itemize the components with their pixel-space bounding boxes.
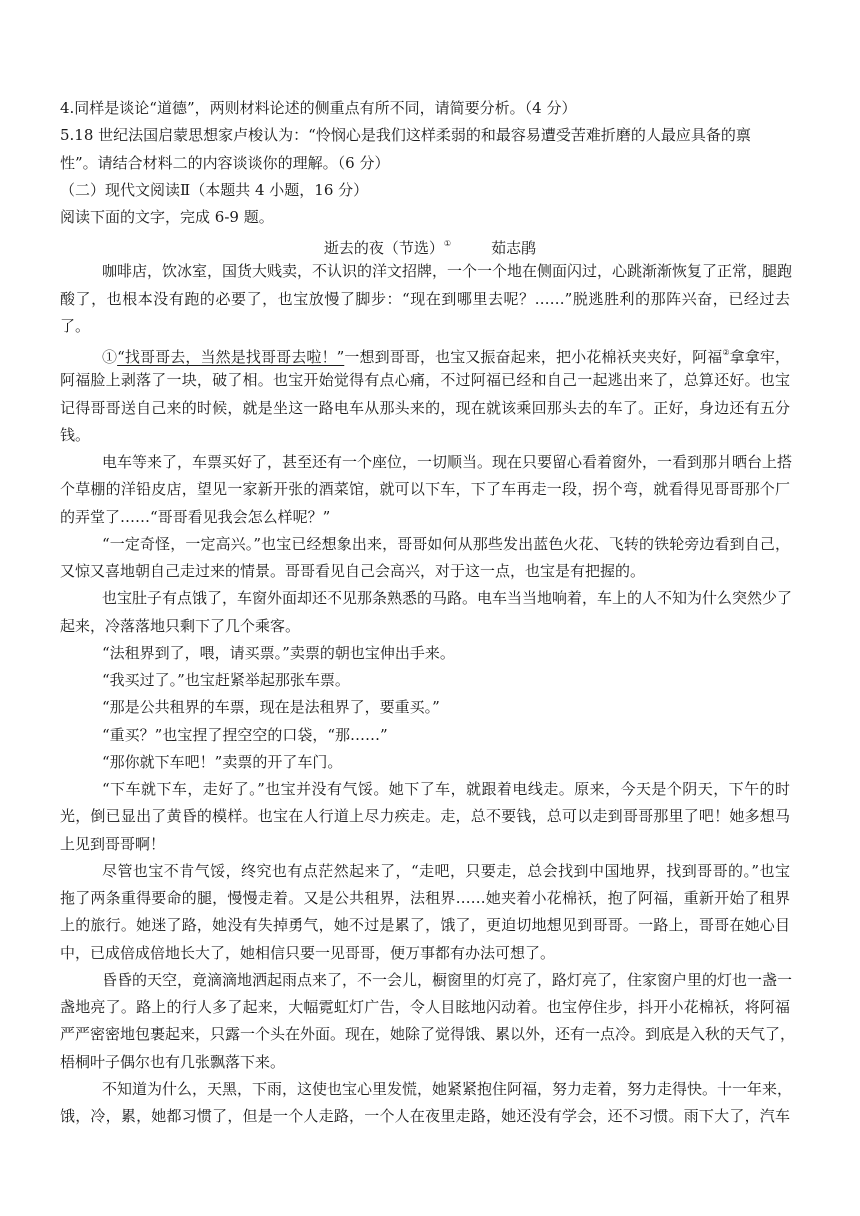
paragraph-line: “一定奇怪，一定高兴。”也宝已经想象出来，哥哥如何从那些发出蓝色火花、飞转的铁轮旁边看到自己，: [102, 535, 790, 553]
footnote-marker: ②: [722, 348, 730, 357]
dialogue-line: “法租界到了，喂，请买票。”卖票的朝也宝伸出手来。: [102, 644, 455, 662]
paragraph-line-marked: [60, 343, 790, 367]
article-author: 茹志鹃: [491, 239, 537, 257]
paragraph-line: 严严密密地包裹起来，只露一个头在外面。现在，她除了觉得饿、累以外，还有一点冷。到底是入秋的天气了，: [60, 1025, 796, 1043]
paragraph-text: 一想到哥哥，也宝又振奋起来，把小花棉袄夹夹好，阿福: [344, 348, 723, 366]
question-5-line-1: 5.18 世纪法国启蒙思想家卢梭认为：“怜悯心是我们这样柔弱的和最容易遭受苦难折磨的人最应具备的禀: [60, 126, 751, 144]
paragraph-line: 起来，冷落落地只剩下了几个乘客。: [60, 617, 301, 635]
paragraph-line: 钱。: [60, 426, 91, 444]
paragraph-line: 不知道为什么，天黑，下雨，这使也宝心里发慌，她紧紧抱住阿福，努力走着，努力走得快。十一年来，: [102, 1080, 793, 1098]
section-instruction: 阅读下面的文字，完成 6-9 题。: [60, 208, 274, 226]
question-5-line-2: 性”。请结合材料二的内容谈谈你的理解。（6 分）: [60, 154, 390, 172]
article-title: [0, 234, 860, 258]
paragraph-line: 也宝肚子有点饿了，车窗外面却还不见那条熟悉的马路。电车当当地响着，车上的人不知为什么突然少了: [102, 589, 793, 607]
paragraph-line: 阿福脸上剥落了一块，破了相。也宝开始觉得有点心痛，不过阿福已经和自己一起逃出来了，总算还好。也宝: [60, 371, 790, 389]
paragraph-line: 梧桐叶子偶尔也有几张飘落下来。: [60, 1053, 286, 1071]
dialogue-line: “那你就下车吧！”卖票的开了车门。: [102, 753, 343, 771]
paragraph-line: 光，倒已显出了黄昏的模样。也宝在人行道上尽力疾走。走，总不要钱，总可以走到哥哥那里了吧！她多想马: [60, 807, 790, 825]
dialogue-line: “我买过了。”也宝赶紧举起那张车票。: [102, 671, 350, 689]
paragraph-line: 咖啡店，饮冰室，国货大贱卖，不认识的洋文招牌，一个一个地在侧面闪过，心跳渐渐恢复了正常，腿跑: [102, 262, 793, 280]
underlined-sentence: “找哥哥去，当然是找哥哥去啦！”: [117, 348, 345, 366]
paragraph-line: “下车就下车，走好了。”也宝并没有气馁。她下了车，就跟着电线走。原来，今天是个阴天，下午的时: [102, 780, 790, 798]
paragraph-line: 尽管也宝不肯气馁，终究也有点茫然起来了，“走吧，只要走，总会找到中国地界，找到哥哥的。”也宝: [102, 862, 790, 880]
paragraph-line: 上见到哥哥啊！: [60, 835, 166, 853]
paragraph-line: 电车等来了，车票买好了，甚至还有一个座位，一切顺当。现在只要留心看着窗外，一看到那爿晒台上搭: [102, 453, 793, 471]
circled-number-1: ①: [102, 348, 118, 366]
paragraph-line: 个草棚的洋铅皮店，望见一家新开张的酒菜馆，就可以下车，下了车再走一段，拐个弯，就看得见哥哥那个厂: [60, 480, 790, 498]
paragraph-line: 了。: [60, 317, 91, 335]
dialogue-line: “那是公共租界的车票，现在是法租界了，要重买。”: [102, 698, 440, 716]
article-title-text: 逝去的夜（节选）: [323, 239, 444, 257]
paragraph-line: 中，已成倍成倍地长大了，她相信只要一见哥哥，便万事都有办法可想了。: [60, 944, 556, 962]
paragraph-line: 拖了两条重得要命的腿，慢慢走着。又是公共租界，法租界……她夹着小花棉袄，抱了阿福，重新开始了租界: [60, 889, 790, 907]
title-footnote-marker: ①: [443, 239, 452, 248]
paragraph-line: 昏昏的天空，竟滴滴地洒起雨点来了，不一会儿，橱窗里的灯亮了，路灯亮了，住家窗户里的灯也一盏一: [102, 971, 793, 989]
paragraph-line: 盏地亮了。路上的行人多了起来，大幅霓虹灯广告，令人目眩地闪动着。也宝停住步，抖开小花棉袄，将阿福: [60, 998, 790, 1016]
paragraph-line: 又惊又喜地朝自己走过来的情景。哥哥看见自己会高兴，对于这一点，也宝是有把握的。: [60, 562, 646, 580]
paragraph-line: 上的旅行。她迷了路，她没有失掉勇气，她不过是累了，饿了，更迫切地想见到哥哥。一路上，哥哥在她心目: [60, 916, 790, 934]
paragraph-line: 记得哥哥送自己来的时候，就是坐这一路电车从那头来的，现在就该乘回那头去的车了。正好，身边还有五分: [60, 399, 790, 417]
paragraph-line: 酸了，也根本没有跑的必要了，也宝放慢了脚步：“现在到哪里去呢？……”脱逃胜利的那阵兴奋，已经过去: [60, 290, 790, 308]
question-4: 4.同样是谈论“道德”，两则材料论述的侧重点有所不同，请简要分析。（4 分）: [60, 99, 577, 117]
section-heading: （二）现代文阅读Ⅱ（本题共 4 小题，16 分）: [60, 181, 369, 199]
paragraph-line: 的弄堂了……“哥哥看见我会怎么样呢？”: [60, 508, 331, 526]
paragraph-text: 拿拿牢，: [729, 348, 790, 366]
paragraph-line: 饿，冷，累，她都习惯了，但是一个人走路，一个人在夜里走路，她还没有学会，还不习惯。雨下大了，汽车: [60, 1107, 790, 1125]
dialogue-line: “重买？”也宝捏了捏空空的口袋，“那……”: [102, 726, 388, 744]
